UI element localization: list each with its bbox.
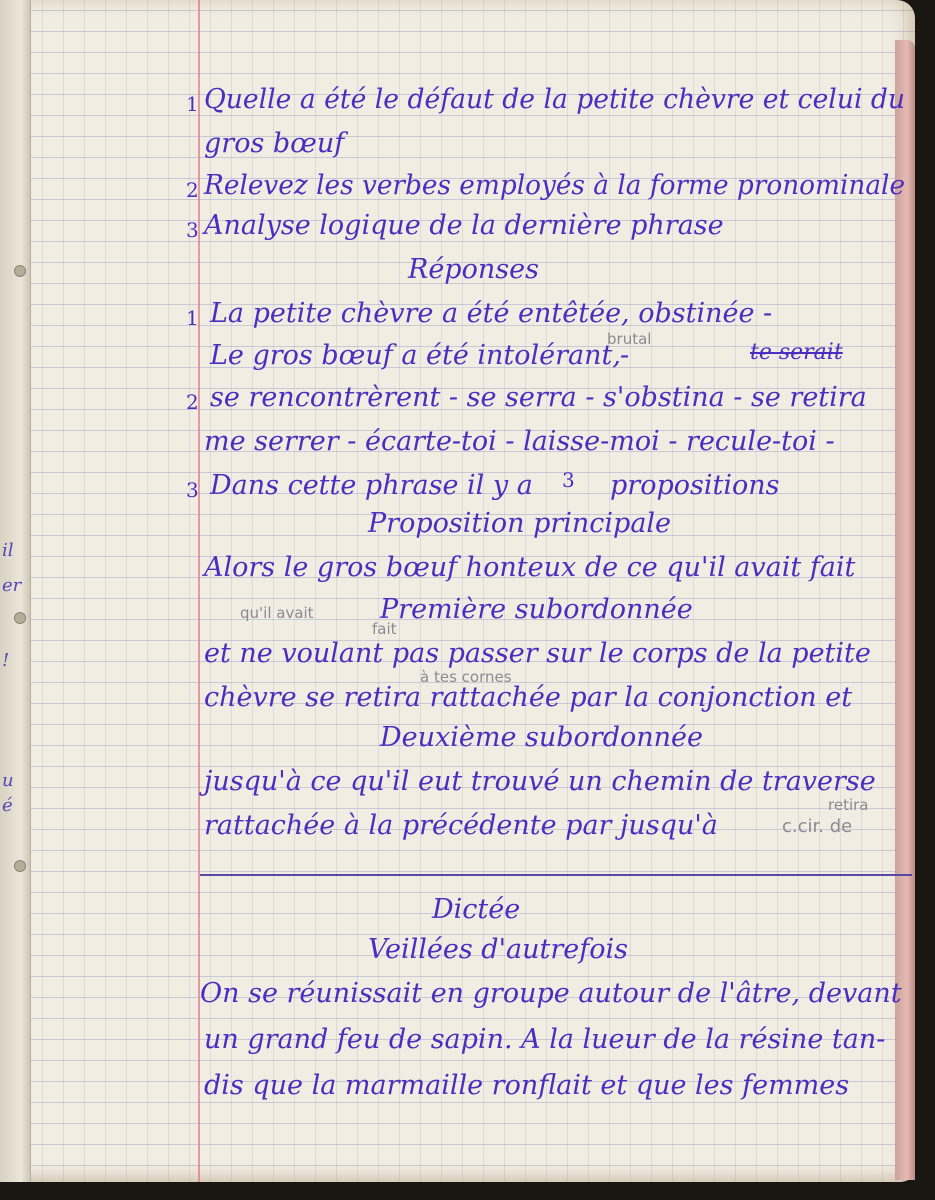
dictation-heading: Dictée bbox=[432, 894, 521, 925]
second-subordinate-heading: Deuxième subordonnée bbox=[380, 722, 703, 753]
facing-page-text: er bbox=[2, 575, 22, 596]
answer-3-intro: Dans cette phrase il y a bbox=[210, 470, 533, 501]
binding-hole bbox=[14, 860, 26, 872]
pencil-correction: à tes cornes bbox=[420, 668, 512, 686]
pencil-correction: brutal bbox=[607, 330, 652, 348]
answer-3-end: propositions bbox=[610, 470, 780, 501]
pink-blotter-edge bbox=[895, 40, 915, 1180]
dictation-line-1: On se réunissait en groupe autour de l'âtre, devant bbox=[200, 978, 902, 1009]
answer-1-dash: - bbox=[620, 340, 630, 371]
second-subordinate-line-2: rattachée à la précédente par jusqu'à bbox=[204, 810, 718, 841]
answer-number: 2 bbox=[186, 390, 199, 414]
facing-page-text: il bbox=[2, 540, 14, 561]
struck-out-text: te serait bbox=[750, 340, 843, 365]
answer-number: 1 bbox=[186, 306, 199, 330]
pencil-correction: fait bbox=[372, 620, 397, 638]
facing-page-text: u bbox=[2, 770, 14, 791]
pencil-correction: retira bbox=[828, 796, 869, 814]
dictation-title: Veillées d'autrefois bbox=[368, 934, 628, 965]
answer-2-line-1: se rencontrèrent - se serra - s'obstina - se retira bbox=[210, 382, 867, 413]
answer-1-line-1: La petite chèvre a été entêtée, obstinée - bbox=[210, 298, 773, 329]
question-number: 3 bbox=[186, 218, 199, 242]
question-1-line-2: gros bœuf bbox=[204, 128, 345, 159]
dictation-line-2: un grand feu de sapin. A la lueur de la résine tan- bbox=[204, 1024, 886, 1055]
answer-number: 3 bbox=[186, 478, 199, 502]
first-subordinate-heading: Première subordonnée bbox=[380, 594, 693, 625]
question-2: Relevez les verbes employés à la forme pronominale bbox=[204, 170, 906, 201]
facing-page-text: ! bbox=[2, 650, 10, 671]
answer-2-line-2: me serrer - écarte-toi - laisse-moi - recule-toi - bbox=[204, 426, 835, 457]
principal-heading: Proposition principale bbox=[368, 508, 672, 539]
pencil-correction: qu'il avait bbox=[240, 604, 314, 622]
binding-hole bbox=[14, 265, 26, 277]
proposition-count: 3 bbox=[562, 468, 575, 492]
question-3: Analyse logique de la dernière phrase bbox=[204, 210, 724, 241]
question-number: 2 bbox=[186, 178, 199, 202]
section-separator bbox=[200, 874, 912, 876]
second-subordinate-line-1: jusqu'à ce qu'il eut trouvé un chemin de traverse bbox=[204, 766, 876, 797]
question-1-line-1: Quelle a été le défaut de la petite chèvre et celui du bbox=[204, 84, 906, 115]
principal-text: Alors le gros bœuf honteux de ce qu'il avait fait bbox=[204, 552, 856, 583]
first-subordinate-line-1: et ne voulant pas passer sur le corps de la petite bbox=[204, 638, 871, 669]
facing-page-text: é bbox=[2, 795, 13, 816]
pencil-correction: c.cir. de bbox=[782, 816, 853, 837]
dictation-line-3: dis que la marmaille ronflait et que les femmes bbox=[204, 1070, 850, 1101]
binding-hole bbox=[14, 612, 26, 624]
question-number: 1 bbox=[186, 92, 199, 116]
answers-heading: Réponses bbox=[408, 254, 539, 285]
first-subordinate-line-2: chèvre se retira rattachée par la conjonction et bbox=[204, 682, 853, 713]
answer-1-line-2: Le gros bœuf a été intolérant, bbox=[210, 340, 621, 371]
